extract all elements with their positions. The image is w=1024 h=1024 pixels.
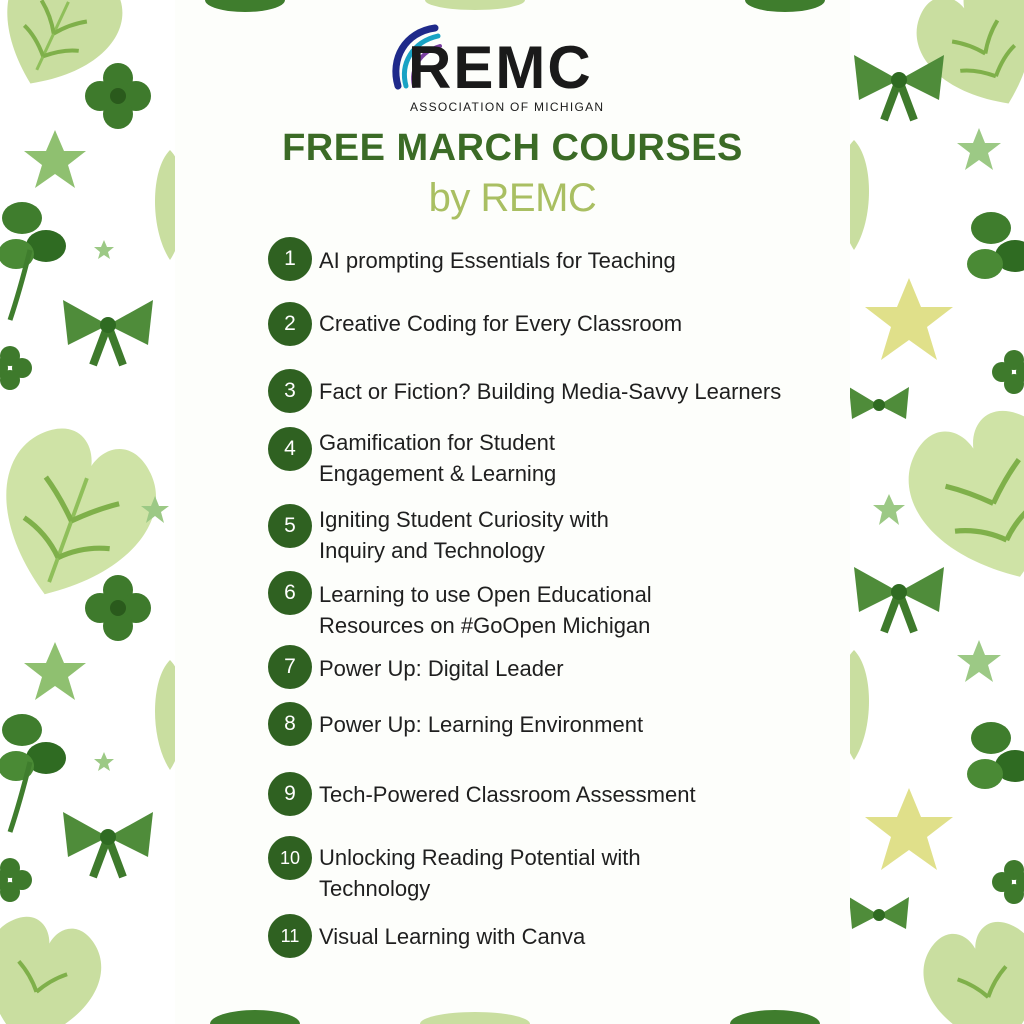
course-title [319,579,834,641]
leaf-icon [425,0,525,10]
panel-top-decoration [175,0,850,24]
course-title-line: Unlocking Reading Potential with [319,845,641,870]
course-title-line: Fact or Fiction? Building Media-Savvy Learners [319,379,782,404]
course-title [319,427,834,489]
star-icon [94,752,114,771]
course-number-badge: 2 [268,302,312,346]
star-icon [24,642,86,700]
flower-icon [85,575,151,641]
course-title [319,653,834,684]
star-icon [865,278,953,360]
heart-icon [0,415,171,620]
bow-icon [63,812,153,877]
heart-icon [893,397,1024,602]
course-number-badge: 7 [268,645,312,689]
star-icon [957,128,1001,170]
course-item [268,914,838,958]
star-icon [957,640,1001,682]
shamrock-icon [0,714,66,832]
course-title [319,376,834,407]
course-number-badge: 5 [268,504,312,548]
heart-icon [155,150,175,260]
leaf-icon [745,0,825,12]
course-number-badge: 8 [268,702,312,746]
remc-logo [390,24,640,116]
course-title-line: Technology [319,876,431,901]
course-item [268,427,838,486]
leaf-icon [420,1012,530,1024]
panel-bottom-decoration [175,1000,850,1024]
right-decorative-border [849,0,1024,1024]
heart-icon [903,0,1024,128]
course-number-badge: 4 [268,427,312,471]
heart-icon [849,140,869,250]
bow-icon [849,387,909,419]
flower-icon [85,63,151,129]
course-item [268,237,838,281]
course-item [268,772,838,816]
leaf-icon [205,0,285,12]
course-item [268,645,838,689]
course-title-line: Power Up: Digital Leader [319,656,564,681]
leaf-icon [210,1010,300,1024]
flower-icon [992,350,1024,394]
course-title-line: Inquiry and Technology [319,538,545,563]
course-title [319,921,834,952]
star-icon [873,494,905,525]
course-item [268,369,838,413]
bow-icon [63,300,153,365]
star-icon [94,240,114,259]
course-title-line: Power Up: Learning Environment [319,712,644,737]
shamrock-icon [0,202,66,320]
course-number-badge: 6 [268,571,312,615]
logo-wordmark: REMC [408,34,593,101]
star-icon [865,788,953,870]
left-decorative-border [0,0,175,1024]
leaf-icon [730,1010,820,1024]
course-title-line: Tech-Powered Classroom Assessment [319,782,696,807]
course-title [319,308,834,339]
course-number-badge: 11 [268,914,312,958]
course-item [268,302,838,346]
star-icon [24,130,86,188]
course-item [268,504,838,563]
shamrock-icon [967,722,1024,789]
course-title-line: Gamification for Student [319,430,556,455]
course-item [268,571,838,638]
heart-icon [914,914,1024,1024]
course-title-line: Engagement & Learning [319,461,557,486]
course-number-badge: 1 [268,237,312,281]
course-title [319,709,834,740]
course-number-badge: 3 [268,369,312,413]
course-title-line: Visual Learning with Canva [319,924,586,949]
course-number-badge: 9 [268,772,312,816]
course-title [319,245,834,276]
heart-icon [155,660,175,770]
heart-icon [849,650,869,760]
course-title-line: Igniting Student Curiosity with [319,507,609,532]
course-title [319,842,834,904]
course-item [268,836,838,901]
flower-icon [0,346,32,390]
course-number-badge: 10 [268,836,312,880]
course-title-line: Learning to use Open Educational [319,582,652,607]
flower-icon [0,858,32,902]
logo-tagline: ASSOCIATION OF MICHIGAN [410,100,605,114]
bow-icon [854,55,944,120]
course-title [319,504,834,566]
course-title-line: AI prompting Essentials for Teaching [319,248,676,273]
course-title-line: Resources on #GoOpen Michigan [319,613,651,638]
flower-icon [992,860,1024,904]
page-title: FREE MARCH COURSES [282,127,743,169]
course-title [319,779,834,810]
bow-icon [849,897,909,929]
heart-icon [0,908,111,1024]
course-item [268,702,838,746]
page-subtitle: by REMC [428,176,597,220]
bow-icon [854,567,944,632]
course-title-line: Creative Coding for Every Classroom [319,311,683,336]
shamrock-icon [967,212,1024,279]
